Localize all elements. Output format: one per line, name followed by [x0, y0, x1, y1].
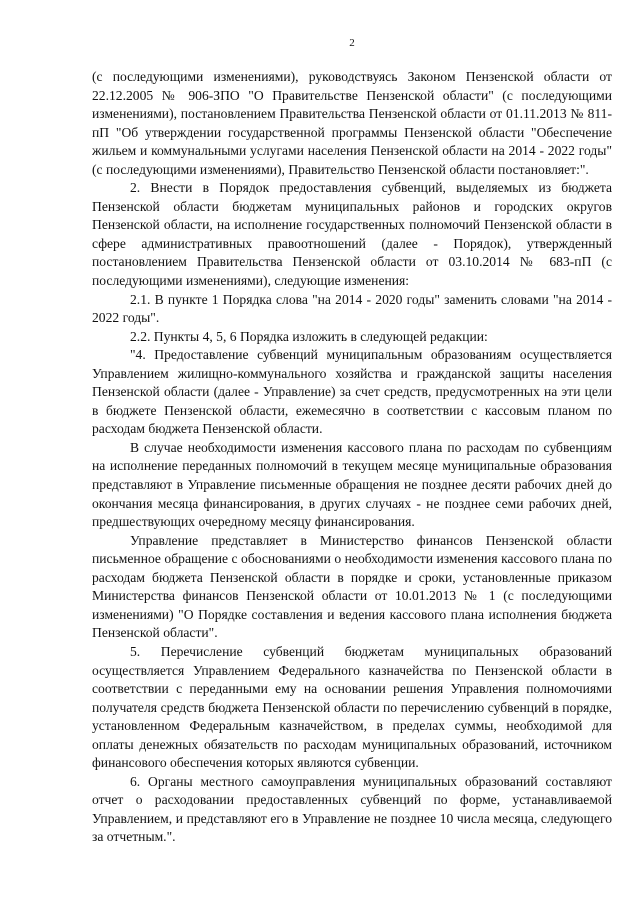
paragraph-point-4: "4. Предоставление субвенций муниципальным образованиям осуществляется Управлением жилищно-коммунального хозяйства и гражданской защиты населения Пензенской области (далее - Управление) за счет средств, предусмотренных на эти цели в бюджете Пензенской области, ежемесячно в соответствии с кассовым планом по расходам бюджета Пензенской области.: [92, 347, 612, 437]
document-body: [92, 68, 612, 847]
paragraph-intro: (с последующими изменениями), руководствуясь Законом Пензенской области от 22.12.2005 № 906-ЗПО "О Правительстве Пензенской области" (с последующими изменениями), постановлением Правительства Пензенской области от 01.11.2013 № 811-пП "Об утверждении государственной программы Пензенской области "Обеспечение жильем и коммунальными услугами населения Пензенской области на 2014 - 2022 годы" (с последующими изменениями), Правительство Пензенской области постановляет:".: [92, 69, 612, 177]
paragraph-item-2: 2. Внести в Порядок предоставления субвенций, выделяемых из бюджета Пензенской области бюджетам муниципальных районов и городских округов Пензенской области, на исполнение государственных полномочий Пензенской области в сфере административных правоотношений (далее - Порядок), утвержденный постановлением Правительства Пензенской области от 03.10.2014 № 683-пП (с последующими изменениями), следующие изменения:: [92, 180, 612, 289]
paragraph-item-2-1: 2.1. В пункте 1 Порядка слова "на 2014 - 2020 годы" заменить словами "на 2014 - 2022 годы".: [92, 291, 612, 326]
document-page: [92, 36, 612, 847]
paragraph-point-5: 5. Перечисление субвенций бюджетам муниципальных образований осуществляется Управлением Федерального казначейства по Пензенской области в соответствии с переданными ему на основании решения Управления полномочиями получателя средств бюджета Пензенской области по перечислению субвенций в порядке, установленном Федеральным казначейством, в пределах суммы, необходимой для оплаты денежных обязательств по расходам муниципальных образований, источником финансового обеспечения которых являются субвенции.: [92, 643, 612, 771]
paragraph-point-4-cash-plan: В случае необходимости изменения кассового плана по расходам по субвенциям на исполнение переданных полномочий в текущем месяце муниципальные образования представляют в Управление письменные обращения не позднее десяти рабочих дней до окончания месяца финансирования, в других случаях - не позднее семи рабочих дней, предшествующих очередному месяцу финансирования.: [92, 439, 612, 530]
paragraph-item-2-2: 2.2. Пункты 4, 5, 6 Порядка изложить в следующей редакции:: [130, 328, 488, 344]
paragraph-point-6: 6. Органы местного самоуправления муниципальных образований составляют отчет о расходовании предоставленных субвенций по форме, устанавливаемой Управлением, и представляют его в Управление не позднее 10 числа месяца, следующего за отчетным.".: [92, 773, 612, 845]
page-number: 2: [349, 37, 355, 49]
paragraph-point-4-ministry: Управление представляет в Министерство финансов Пензенской области письменное обращение с обоснованиями о необходимости изменения кассового плана по расходам бюджета Пензенской области в порядке и сроки, установленные приказом Министерства финансов Пензенской области от 10.01.2013 № 1 (с последующими изменениями) "О Порядке составления и ведения кассового плана исполнения бюджета Пензенской области".: [92, 532, 612, 641]
